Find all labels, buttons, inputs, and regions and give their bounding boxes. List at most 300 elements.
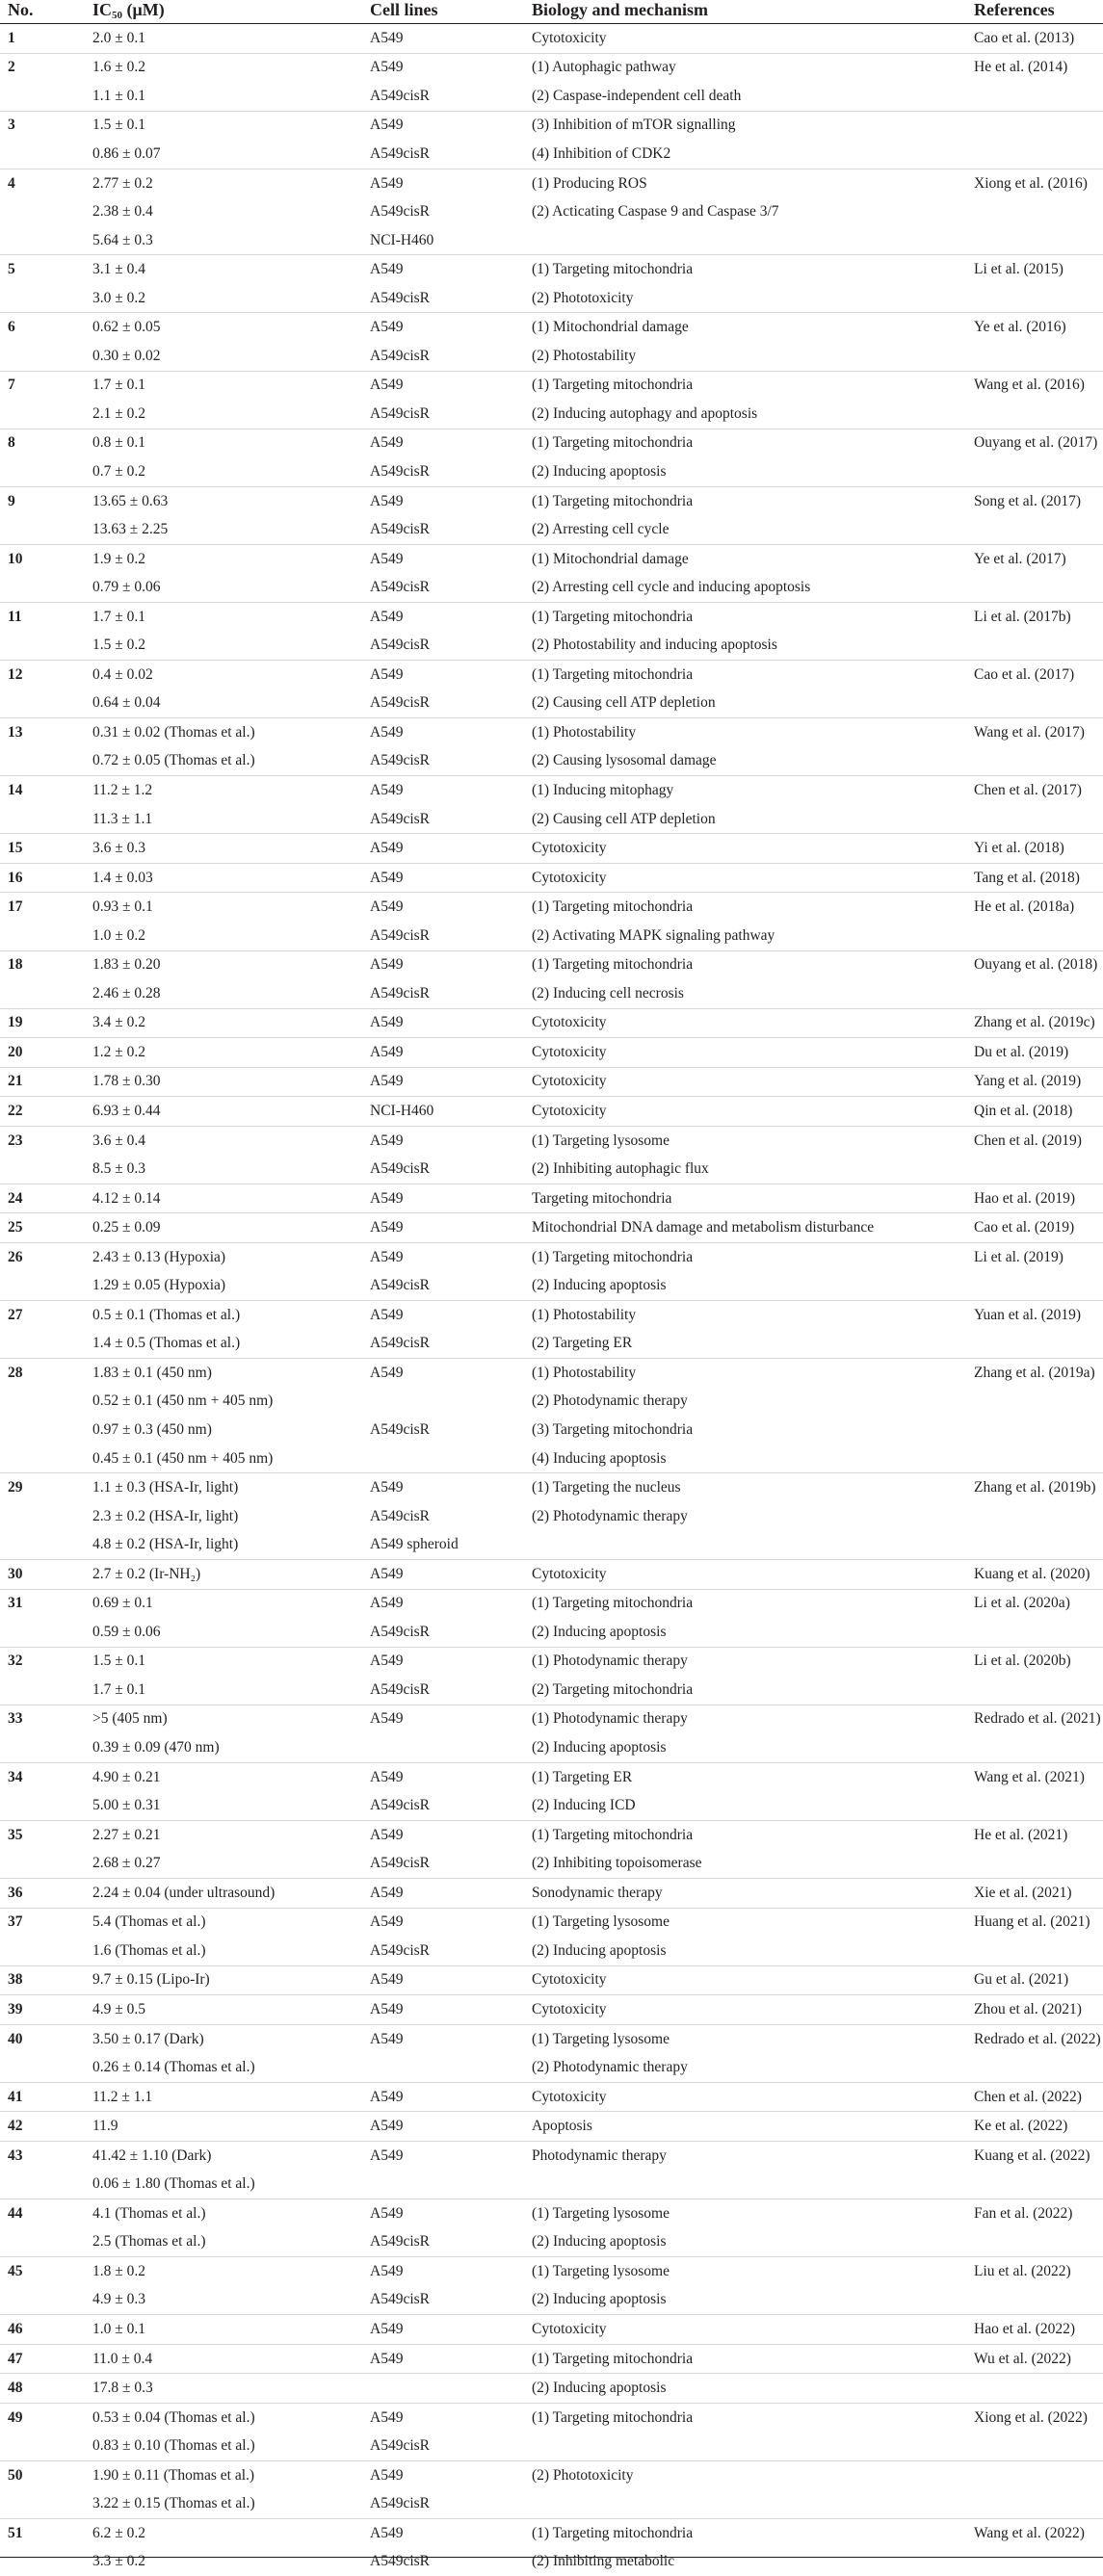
cell-reference — [974, 1937, 1103, 1965]
cell-no: 21 — [0, 1067, 92, 1097]
cell-reference — [974, 1791, 1103, 1820]
cell-reference: He et al. (2018a) — [974, 893, 1103, 922]
cell-reference: Redrado et al. (2021) — [974, 1704, 1103, 1733]
table-row — [0, 1184, 1103, 1213]
cell-mechanism: (1) Targeting lysosome — [532, 2199, 974, 2228]
table-row — [0, 515, 1103, 544]
cell-no: 18 — [0, 950, 92, 979]
cell-no: 50 — [0, 2460, 92, 2489]
cell-line: A549cisR — [370, 805, 532, 834]
cell-mechanism: (2) Photodynamic therapy — [532, 2053, 974, 2082]
table-row — [0, 776, 1103, 805]
cell-reference: Li et al. (2019) — [974, 1242, 1103, 1271]
cell-no: 26 — [0, 1242, 92, 1271]
cell-mechanism: (1) Targeting mitochondria — [532, 602, 974, 631]
cell-ic50: 2.3 ± 0.2 (HSA-Ir, light) — [92, 1502, 370, 1531]
cell-mechanism: (1) Autophagic pathway — [532, 53, 974, 82]
cell-no: 44 — [0, 2199, 92, 2228]
table-bottom-rule — [0, 2557, 1103, 2558]
cell-line: A549cisR — [370, 342, 532, 371]
cell-reference — [974, 2228, 1103, 2257]
cell-no: 43 — [0, 2141, 92, 2170]
cell-ic50: 13.65 ± 0.63 — [92, 486, 370, 515]
cell-line: A549 — [370, 1473, 532, 1502]
cell-ic50: 1.83 ± 0.20 — [92, 950, 370, 979]
table-row — [0, 2403, 1103, 2432]
cell-line: A549cisR — [370, 400, 532, 429]
cell-line — [370, 1388, 532, 1417]
table-row — [0, 1359, 1103, 1388]
table-row — [0, 805, 1103, 834]
table-row — [0, 400, 1103, 429]
cell-reference: Ouyang et al. (2018) — [974, 950, 1103, 979]
cell-mechanism: Cytotoxicity — [532, 1995, 974, 2025]
cell-no: 10 — [0, 544, 92, 573]
cell-mechanism: (1) Targeting lysosome — [532, 1908, 974, 1937]
cell-line: A549 — [370, 1820, 532, 1849]
table-row — [0, 1618, 1103, 1647]
cell-no: 9 — [0, 486, 92, 515]
cell-reference: Kuang et al. (2022) — [974, 2141, 1103, 2170]
cell-no: 29 — [0, 1473, 92, 1502]
cell-mechanism: (1) Targeting mitochondria — [532, 486, 974, 515]
cell-line: A549 — [370, 313, 532, 342]
cell-mechanism — [532, 1530, 974, 1559]
cell-mechanism: (1) Targeting mitochondria — [532, 1589, 974, 1618]
cell-line: A549 — [370, 1762, 532, 1791]
cell-reference — [974, 631, 1103, 660]
cell-reference: Ye et al. (2017) — [974, 544, 1103, 573]
cell-mechanism: (2) Inducing apoptosis — [532, 1618, 974, 1647]
cell-mechanism: Cytotoxicity — [532, 1097, 974, 1127]
cell-ic50: 0.4 ± 0.02 — [92, 661, 370, 690]
table-row — [0, 950, 1103, 979]
cell-line: A549 — [370, 2199, 532, 2228]
cell-reference — [974, 457, 1103, 486]
cell-reference: Zhang et al. (2019c) — [974, 1008, 1103, 1038]
cell-line: A549cisR — [370, 2489, 532, 2518]
table-row — [0, 1965, 1103, 1995]
cell-reference — [974, 226, 1103, 255]
cell-ic50: 1.29 ± 0.05 (Hypoxia) — [92, 1272, 370, 1301]
cell-line: A549 — [370, 863, 532, 893]
cell-ic50: 8.5 ± 0.3 — [92, 1155, 370, 1184]
table-row — [0, 82, 1103, 111]
cell-ic50: 5.00 ± 0.31 — [92, 1791, 370, 1820]
table-row — [0, 1155, 1103, 1184]
cell-reference: Song et al. (2017) — [974, 486, 1103, 515]
table-row — [0, 313, 1103, 342]
cell-line: A549 — [370, 1359, 532, 1388]
cell-reference — [974, 1676, 1103, 1704]
cell-mechanism: (1) Targeting ER — [532, 1762, 974, 1791]
cell-no — [0, 2489, 92, 2518]
cell-ic50: >5 (405 nm) — [92, 1704, 370, 1733]
cell-mechanism: (2) Inducing cell necrosis — [532, 979, 974, 1008]
cell-line: A549 — [370, 1067, 532, 1097]
cell-ic50: 0.06 ± 1.80 (Thomas et al.) — [92, 2170, 370, 2199]
cell-line: A549cisR — [370, 979, 532, 1008]
table-row — [0, 1097, 1103, 1127]
cell-mechanism: (1) Targeting mitochondria — [532, 2344, 974, 2374]
cell-mechanism: (2) Causing lysosomal damage — [532, 747, 974, 776]
cell-reference — [974, 1530, 1103, 1559]
cell-ic50: 0.39 ± 0.09 (470 nm) — [92, 1733, 370, 1762]
cell-mechanism: (2) Inducing apoptosis — [532, 1937, 974, 1965]
table-row — [0, 2141, 1103, 2170]
table-row — [0, 2082, 1103, 2112]
cell-reference — [974, 1330, 1103, 1359]
cell-line: A549cisR — [370, 922, 532, 950]
table-row — [0, 661, 1103, 690]
cell-reference: Wang et al. (2021) — [974, 1762, 1103, 1791]
table-body — [0, 24, 1103, 2576]
cell-mechanism: (1) Targeting mitochondria — [532, 2403, 974, 2432]
cell-no — [0, 979, 92, 1008]
cell-line: A549 — [370, 893, 532, 922]
cell-reference: Li et al. (2020b) — [974, 1647, 1103, 1676]
cell-no: 23 — [0, 1126, 92, 1155]
table-row — [0, 1849, 1103, 1878]
cell-mechanism: (2) Inducing apoptosis — [532, 1272, 974, 1301]
cell-reference: Xie et al. (2021) — [974, 1879, 1103, 1909]
cell-reference: Tang et al. (2018) — [974, 863, 1103, 893]
cell-no — [0, 2286, 92, 2315]
header-cell-lines: Cell lines — [370, 0, 532, 24]
cell-ic50: 2.27 ± 0.21 — [92, 1820, 370, 1849]
cell-no: 19 — [0, 1008, 92, 1038]
cell-no: 1 — [0, 24, 92, 54]
cell-no: 27 — [0, 1301, 92, 1330]
cell-reference: Cao et al. (2019) — [974, 1213, 1103, 1243]
cell-ic50: 6.2 ± 0.2 — [92, 2519, 370, 2548]
cell-mechanism: (2) Inducing apoptosis — [532, 2228, 974, 2257]
cell-line: A549cisR — [370, 573, 532, 602]
cell-reference — [974, 1733, 1103, 1762]
table-row — [0, 1908, 1103, 1937]
cell-line: A549 — [370, 24, 532, 54]
table-row — [0, 2053, 1103, 2082]
cell-line: A549 — [370, 1704, 532, 1733]
cell-mechanism: (1) Targeting mitochondria — [532, 1242, 974, 1271]
cell-no — [0, 1330, 92, 1359]
table-row — [0, 1559, 1103, 1589]
cell-mechanism: (1) Photostability — [532, 718, 974, 747]
table-row — [0, 1530, 1103, 1559]
cell-reference — [974, 197, 1103, 226]
table-row — [0, 690, 1103, 718]
cell-line: A549 — [370, 1995, 532, 2025]
table-row — [0, 2024, 1103, 2053]
cell-no — [0, 342, 92, 371]
cell-line — [370, 1733, 532, 1762]
cell-line: NCI-H460 — [370, 226, 532, 255]
table-row — [0, 2170, 1103, 2199]
cell-ic50: 1.5 ± 0.1 — [92, 111, 370, 140]
cell-no: 5 — [0, 255, 92, 284]
cell-ic50: 1.5 ± 0.1 — [92, 1647, 370, 1676]
cell-mechanism: Apoptosis — [532, 2112, 974, 2142]
table-row — [0, 1502, 1103, 1531]
cell-reference — [974, 747, 1103, 776]
cell-line: A549cisR — [370, 1155, 532, 1184]
cell-reference: Du et al. (2019) — [974, 1038, 1103, 1068]
cell-ic50: 2.43 ± 0.13 (Hypoxia) — [92, 1242, 370, 1271]
cell-ic50: 0.31 ± 0.02 (Thomas et al.) — [92, 718, 370, 747]
cell-ic50: 1.78 ± 0.30 — [92, 1067, 370, 1097]
cell-no: 42 — [0, 2112, 92, 2142]
table-row — [0, 197, 1103, 226]
cell-mechanism: (1) Targeting mitochondria — [532, 893, 974, 922]
table-row — [0, 2228, 1103, 2257]
header-ic50 — [92, 0, 370, 24]
cell-reference: Zhang et al. (2019a) — [974, 1359, 1103, 1388]
cell-mechanism: (1) Photostability — [532, 1301, 974, 1330]
table-row — [0, 457, 1103, 486]
cell-line: A549 — [370, 2141, 532, 2170]
cell-line: A549 — [370, 1589, 532, 1618]
table-header — [0, 0, 1103, 24]
cell-reference — [974, 400, 1103, 429]
cell-reference: Chen et al. (2022) — [974, 2082, 1103, 2112]
table-row — [0, 2374, 1103, 2404]
cell-mechanism: (2) Arresting cell cycle and inducing apoptosis — [532, 573, 974, 602]
cell-mechanism: (2) Targeting mitochondria — [532, 1676, 974, 1704]
table-row — [0, 2344, 1103, 2374]
cell-ic50: 1.90 ± 0.11 (Thomas et al.) — [92, 2460, 370, 2489]
cell-no — [0, 690, 92, 718]
cell-line: A549 — [370, 1038, 532, 1068]
cell-reference — [974, 111, 1103, 140]
table-row — [0, 1388, 1103, 1417]
table-row — [0, 1589, 1103, 1618]
cell-ic50: 0.86 ± 0.07 — [92, 140, 370, 169]
cell-ic50: 2.5 (Thomas et al.) — [92, 2228, 370, 2257]
cell-no: 36 — [0, 1879, 92, 1909]
cell-reference: Chen et al. (2019) — [974, 1126, 1103, 1155]
cell-reference: Fan et al. (2022) — [974, 2199, 1103, 2228]
cell-mechanism: (2) Inducing apoptosis — [532, 2286, 974, 2315]
table-row — [0, 1272, 1103, 1301]
cell-line: A549cisR — [370, 284, 532, 313]
cell-line: A549cisR — [370, 1416, 532, 1444]
cell-no — [0, 1272, 92, 1301]
cell-mechanism: (1) Mitochondrial damage — [532, 544, 974, 573]
cell-no — [0, 2432, 92, 2460]
cell-no — [0, 1676, 92, 1704]
cell-ic50: 4.8 ± 0.2 (HSA-Ir, light) — [92, 1530, 370, 1559]
cell-ic50: 2.38 ± 0.4 — [92, 197, 370, 226]
cell-mechanism: (2) Acticating Caspase 9 and Caspase 3/7 — [532, 197, 974, 226]
cell-no: 13 — [0, 718, 92, 747]
cell-reference — [974, 2170, 1103, 2199]
cell-line: A549cisR — [370, 1272, 532, 1301]
cell-mechanism: Cytotoxicity — [532, 2082, 974, 2112]
cell-line: A549 — [370, 1301, 532, 1330]
cell-mechanism: (2) Inducing apoptosis — [532, 457, 974, 486]
cell-no: 31 — [0, 1589, 92, 1618]
cell-mechanism: (1) Photodynamic therapy — [532, 1704, 974, 1733]
cell-ic50: 11.0 ± 0.4 — [92, 2344, 370, 2374]
table-row — [0, 24, 1103, 54]
table-row — [0, 631, 1103, 660]
cell-line: A549cisR — [370, 2286, 532, 2315]
cell-ic50: 0.30 ± 0.02 — [92, 342, 370, 371]
cell-mechanism: Cytotoxicity — [532, 2315, 974, 2345]
cell-mechanism: Photodynamic therapy — [532, 2141, 974, 2170]
cell-mechanism: (2) Inducing autophagy and apoptosis — [532, 400, 974, 429]
cell-reference — [974, 2374, 1103, 2404]
cell-ic50: 0.25 ± 0.09 — [92, 1213, 370, 1243]
table-row — [0, 226, 1103, 255]
cell-mechanism: Cytotoxicity — [532, 24, 974, 54]
cell-reference: Yang et al. (2019) — [974, 1067, 1103, 1097]
cell-reference — [974, 515, 1103, 544]
cell-line: A549 — [370, 834, 532, 864]
cell-no — [0, 82, 92, 111]
cell-reference: Wang et al. (2017) — [974, 718, 1103, 747]
cell-no — [0, 1937, 92, 1965]
cell-ic50: 0.64 ± 0.04 — [92, 690, 370, 718]
cell-mechanism: (1) Targeting mitochondria — [532, 255, 974, 284]
cell-no — [0, 1388, 92, 1417]
cell-mechanism: (2) Phototoxicity — [532, 2460, 974, 2489]
cell-ic50: 1.1 ± 0.1 — [92, 82, 370, 111]
cell-ic50: 0.97 ± 0.3 (450 nm) — [92, 1416, 370, 1444]
table-row — [0, 863, 1103, 893]
cell-no: 40 — [0, 2024, 92, 2053]
cell-ic50: 0.93 ± 0.1 — [92, 893, 370, 922]
cell-line: A549cisR — [370, 1849, 532, 1878]
cell-ic50: 1.7 ± 0.1 — [92, 1676, 370, 1704]
cell-ic50: 0.59 ± 0.06 — [92, 1618, 370, 1647]
cell-mechanism: (2) Causing cell ATP depletion — [532, 805, 974, 834]
cell-mechanism: (1) Producing ROS — [532, 169, 974, 197]
table-row — [0, 2460, 1103, 2489]
cell-reference: Ye et al. (2016) — [974, 313, 1103, 342]
cell-reference: Hao et al. (2019) — [974, 1184, 1103, 1213]
cell-line: A549cisR — [370, 1330, 532, 1359]
cell-ic50: 0.8 ± 0.1 — [92, 429, 370, 457]
cell-reference: Xiong et al. (2022) — [974, 2403, 1103, 2432]
cell-mechanism: Cytotoxicity — [532, 1559, 974, 1589]
cell-no — [0, 573, 92, 602]
cell-reference: Li et al. (2015) — [974, 255, 1103, 284]
cell-reference: Ouyang et al. (2017) — [974, 429, 1103, 457]
cell-line: A549cisR — [370, 2432, 532, 2460]
cell-ic50: 1.4 ± 0.03 — [92, 863, 370, 893]
cell-no: 49 — [0, 2403, 92, 2432]
cell-mechanism: (1) Targeting mitochondria — [532, 2519, 974, 2548]
table-row — [0, 2286, 1103, 2315]
cell-line: A549 — [370, 1559, 532, 1589]
cell-ic50: 41.42 ± 1.10 (Dark) — [92, 2141, 370, 2170]
cell-ic50: 3.50 ± 0.17 (Dark) — [92, 2024, 370, 2053]
cell-line: A549 — [370, 776, 532, 805]
cell-line: A549cisR — [370, 197, 532, 226]
cell-ic50: 3.3 ± 0.2 — [92, 2548, 370, 2576]
cell-ic50: 1.83 ± 0.1 (450 nm) — [92, 1359, 370, 1388]
cell-line: A549 — [370, 1242, 532, 1271]
cell-reference — [974, 1155, 1103, 1184]
cell-no: 30 — [0, 1559, 92, 1589]
table-row — [0, 486, 1103, 515]
cell-mechanism — [532, 226, 974, 255]
cell-no — [0, 2548, 92, 2576]
cell-mechanism: (1) Inducing mitophagy — [532, 776, 974, 805]
cell-line — [370, 2053, 532, 2082]
cell-no — [0, 922, 92, 950]
table-row — [0, 718, 1103, 747]
cell-mechanism: (4) Inhibition of CDK2 — [532, 140, 974, 169]
cell-reference — [974, 2432, 1103, 2460]
cell-mechanism: (2) Arresting cell cycle — [532, 515, 974, 544]
table-row — [0, 53, 1103, 82]
table-row — [0, 342, 1103, 371]
table-row — [0, 2315, 1103, 2345]
cell-ic50: 1.9 ± 0.2 — [92, 544, 370, 573]
cell-line: A549cisR — [370, 747, 532, 776]
cell-no: 51 — [0, 2519, 92, 2548]
cell-line: A549 — [370, 255, 532, 284]
cell-ic50: 3.22 ± 0.15 (Thomas et al.) — [92, 2489, 370, 2518]
cell-mechanism: (3) Inhibition of mTOR signalling — [532, 111, 974, 140]
cell-line: A549cisR — [370, 1791, 532, 1820]
cell-mechanism: (1) Targeting the nucleus — [532, 1473, 974, 1502]
cell-reference — [974, 979, 1103, 1008]
cell-line: A549cisR — [370, 690, 532, 718]
cell-no — [0, 515, 92, 544]
cell-mechanism: (2) Activating MAPK signaling pathway — [532, 922, 974, 950]
cell-line: A549 — [370, 2344, 532, 2374]
cell-line: A549 — [370, 2082, 532, 2112]
cell-reference: Li et al. (2017b) — [974, 602, 1103, 631]
table-row — [0, 111, 1103, 140]
cell-mechanism: (2) Photodynamic therapy — [532, 1388, 974, 1417]
cell-mechanism — [532, 2489, 974, 2518]
cell-ic50: 4.90 ± 0.21 — [92, 1762, 370, 1791]
cell-no: 39 — [0, 1995, 92, 2025]
cell-mechanism: (1) Targeting lysosome — [532, 2257, 974, 2286]
cell-reference: Qin et al. (2018) — [974, 1097, 1103, 1127]
cell-ic50: 2.68 ± 0.27 — [92, 1849, 370, 1878]
cell-ic50: 3.6 ± 0.3 — [92, 834, 370, 864]
cell-mechanism: Mitochondrial DNA damage and metabolism disturbance — [532, 1213, 974, 1243]
cell-mechanism: (2) Photostability and inducing apoptosis — [532, 631, 974, 660]
cell-reference: Hao et al. (2022) — [974, 2315, 1103, 2345]
cell-line: A549 — [370, 1213, 532, 1243]
table-row — [0, 1995, 1103, 2025]
cell-ic50: 11.9 — [92, 2112, 370, 2142]
cell-line: A549cisR — [370, 82, 532, 111]
cell-no — [0, 1791, 92, 1820]
cell-ic50: 1.7 ± 0.1 — [92, 371, 370, 400]
cell-reference — [974, 2548, 1103, 2576]
cell-reference — [974, 690, 1103, 718]
cell-ic50: 13.63 ± 2.25 — [92, 515, 370, 544]
cell-ic50: 3.6 ± 0.4 — [92, 1126, 370, 1155]
cell-mechanism: (2) Phototoxicity — [532, 284, 974, 313]
cell-line: A549 — [370, 111, 532, 140]
cell-line: A549 — [370, 602, 532, 631]
cell-no: 32 — [0, 1647, 92, 1676]
table-row — [0, 1762, 1103, 1791]
cell-no: 38 — [0, 1965, 92, 1995]
cell-reference: Cao et al. (2013) — [974, 24, 1103, 54]
table-row — [0, 1704, 1103, 1733]
cell-reference: Gu et al. (2021) — [974, 1965, 1103, 1995]
cell-line: A549 — [370, 1908, 532, 1937]
